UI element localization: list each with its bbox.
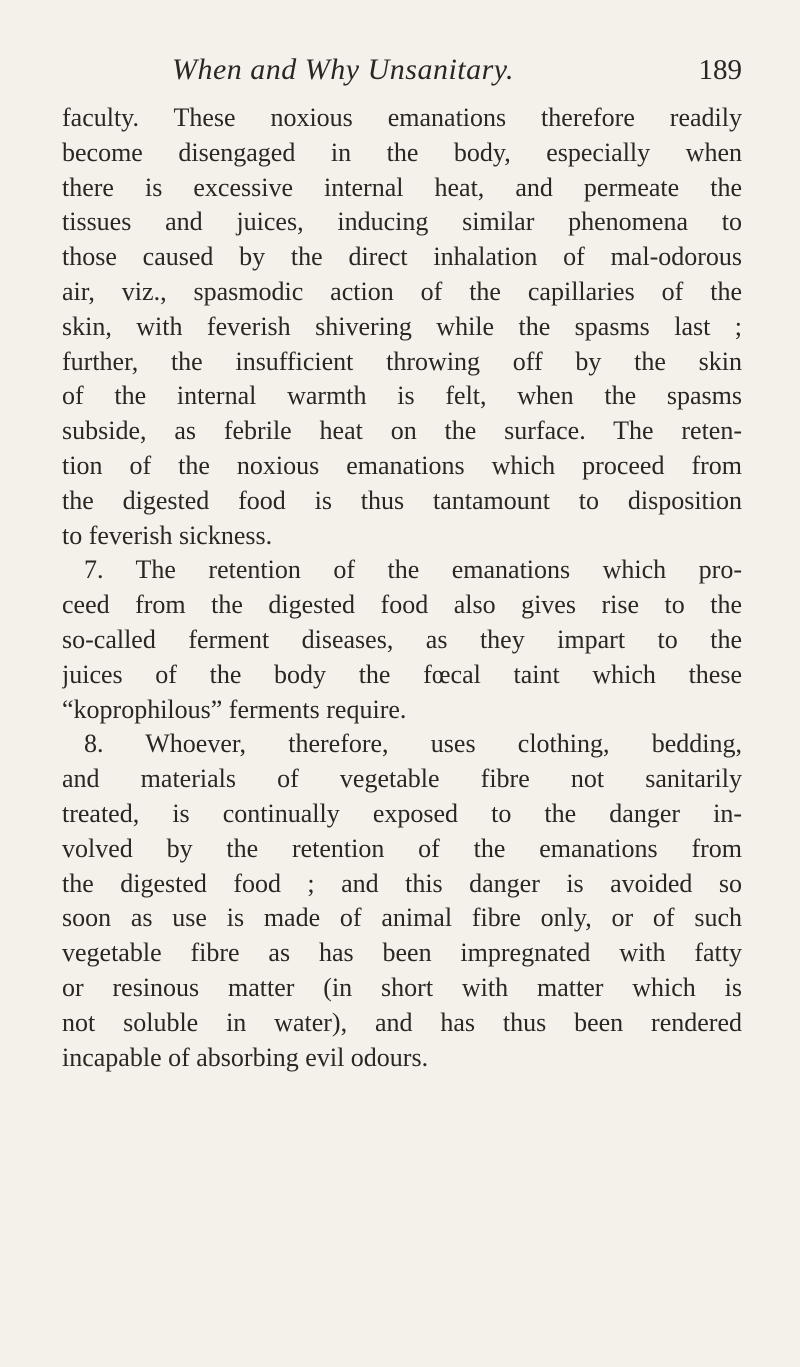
text-line: further, the insufficient throwing off by the skin: [62, 346, 742, 376]
running-head: [62, 50, 742, 90]
text-line: the digested food is thus tantamount to disposition: [62, 485, 742, 515]
text-line: so-called ferment diseases, as they impart to the: [62, 624, 742, 654]
text-line: or resinous matter (in short with matter which is: [62, 972, 742, 1002]
text-line: of the internal warmth is felt, when the spasms: [62, 381, 742, 411]
text-line: become disengaged in the body, especially when: [62, 137, 742, 167]
text-line: incapable of absorbing evil odours.: [62, 1042, 429, 1072]
text-line: the digested food ; and this danger is avoided so: [62, 868, 742, 898]
text-line: ceed from the digested food also gives rise to the: [62, 590, 742, 620]
text-line: tissues and juices, inducing similar phenomena to: [62, 207, 742, 237]
text-line: 8. Whoever, therefore, uses clothing, bedding,: [84, 729, 742, 759]
body-text: [62, 101, 742, 1075]
text-line: faculty. These noxious emanations therefore readily: [62, 103, 742, 132]
text-line: and materials of vegetable fibre not sanitarily: [62, 764, 742, 794]
text-line: there is excessive internal heat, and permeate the: [62, 172, 742, 202]
text-line: treated, is continually exposed to the danger in-: [62, 798, 742, 828]
text-line: tion of the noxious emanations which proceed from: [62, 450, 742, 480]
page-number: 189: [698, 54, 742, 86]
text-line: those caused by the direct inhalation of mal-odorous: [62, 242, 742, 272]
text-line: vegetable fibre as has been impregnated with fatty: [62, 938, 742, 968]
text-line: soon as use is made of animal fibre only, or of such: [62, 903, 742, 933]
text-line: air, viz., spasmodic action of the capillaries of the: [62, 276, 742, 306]
text-line: skin, with feverish shivering while the spasms last ;: [62, 311, 742, 341]
text-line: juices of the body the fœcal taint which these: [62, 659, 742, 689]
text-line: “koprophilous” ferments require.: [62, 694, 407, 724]
text-line: subside, as febrile heat on the surface. The reten-: [62, 416, 742, 446]
book-page: [62, 50, 742, 1075]
text-line: 7. The retention of the emanations which pro-: [84, 555, 742, 585]
text-line: volved by the retention of the emanations from: [62, 833, 742, 863]
text-line: to feverish sickness.: [62, 520, 273, 550]
running-title: When and Why Unsanitary.: [172, 53, 514, 86]
text-line: not soluble in water), and has thus been rendered: [62, 1007, 742, 1037]
